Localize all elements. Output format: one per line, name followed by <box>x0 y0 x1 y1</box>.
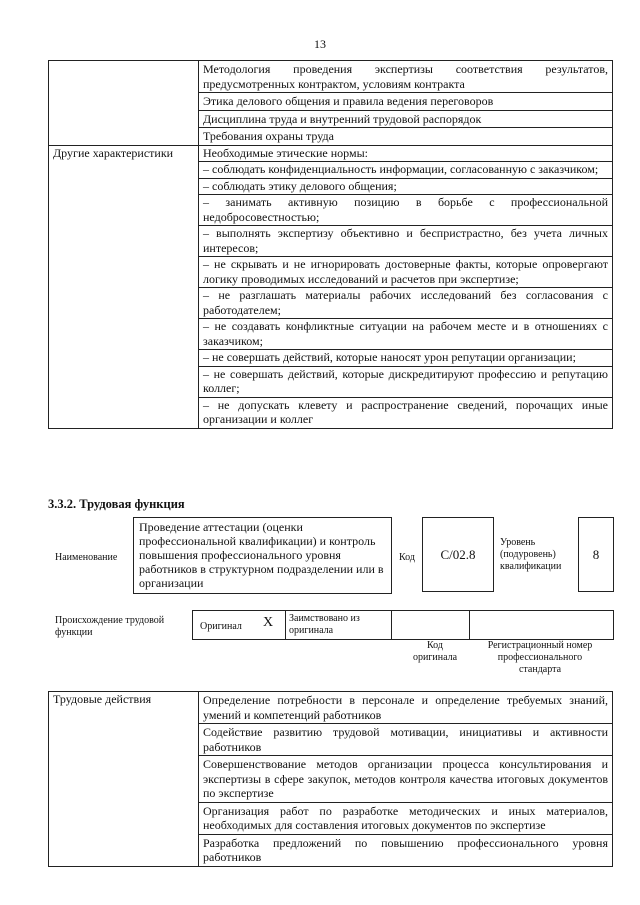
code-value-box: C/02.8 <box>422 517 494 592</box>
labor-actions-cell <box>199 692 613 867</box>
ethics-item: – не скрывать и не игнорировать достоверные факты, которые опровергают логику проводимых исследований и расчетов при экспертизе; <box>199 257 612 288</box>
ethics-item: – не допускать клевету и распространение сведений, порочащих иные организации и коллег <box>203 397 608 426</box>
level-label: Уровень (подуровень) квалификации <box>500 537 562 572</box>
level-value-box: 8 <box>578 517 614 592</box>
code-original-label: Код оригинала <box>412 640 458 663</box>
labor-action-item: Содействие развитию трудовой мотивации, инициативы и активности работников <box>199 724 612 756</box>
original-cell <box>193 611 286 639</box>
knowledge-item: Методология проведения экспертизы соответствия результатов, предусмотренных контрактом, условиям контракта <box>199 61 612 93</box>
ethics-item: – соблюдать конфиденциальность информации, согласованную с заказчиком; <box>199 162 612 179</box>
reg-number-cell <box>469 611 613 639</box>
other-characteristics-label: Другие характеристики <box>49 145 199 428</box>
code-label: Код <box>399 552 415 563</box>
ethics-item: – не разглашать материалы рабочих исследований без согласования с работодателем; <box>199 288 612 319</box>
original-mark: X <box>263 615 274 630</box>
knowledge-item: Дисциплина труда и внутренний трудовой распорядок <box>199 111 612 129</box>
reg-number-label: Регистрационный номер профессионального стандарта <box>487 640 593 675</box>
ethics-item: – соблюдать этику делового общения; <box>199 179 612 196</box>
ethics-item: – не совершать действий, которые дискредитируют профессию и репутацию коллег; <box>199 367 612 398</box>
origin-box <box>192 610 614 640</box>
code-original-cell <box>391 611 470 639</box>
knowledge-item: Этика делового общения и правила ведения переговоров <box>199 93 612 111</box>
labor-actions-table <box>48 691 613 867</box>
section-heading: 3.3.2. Трудовая функция <box>48 497 185 511</box>
labor-actions-label: Трудовые действия <box>49 692 199 867</box>
labor-action-item: Совершенствование методов организации процесса консультирования и экспертизы в сфере закупок, методов контроля качества итоговых документов по экспертизе <box>199 756 612 803</box>
ethics-item: – не совершать действий, которые наносят урон репутации организации; <box>199 350 612 367</box>
ethics-intro: Необходимые этические нормы: <box>199 146 612 163</box>
ethics-item: – выполнять экспертизу объективно и беспристрастно, без учета личных интересов; <box>199 226 612 257</box>
page-number: 13 <box>314 37 326 51</box>
ethics-item: – не создавать конфликтные ситуации на рабочем месте и в отношениях с заказчиком; <box>199 319 612 350</box>
original-label: Оригинал <box>200 621 242 632</box>
origin-label: Происхождение трудовой функции <box>55 615 165 638</box>
borrowed-label: Заимствовано из оригинала <box>289 613 360 636</box>
ethics-cell <box>199 145 613 428</box>
knowledge-cell <box>199 61 613 146</box>
requirements-table <box>48 60 613 429</box>
knowledge-item: Требования охраны труда <box>203 129 334 143</box>
ethics-item: – занимать активную позицию в борьбе с профессиональной недобросовестностью; <box>199 195 612 226</box>
function-name-box: Проведение аттестации (оценки профессиональной квалификации) и контроль повышения профессионального уровня работников в структурном подразделении или в организации <box>133 517 392 594</box>
labor-action-item: Разработка предложений по повышению профессионального уровня работников <box>203 835 608 864</box>
labor-action-item: Организация работ по разработке методических и иных материалов, необходимых для составления итоговых документов по экспертизе <box>199 803 612 835</box>
labor-action-item: Определение потребности в персонале и определение требуемых знаний, умений и компетенций работников <box>199 692 612 724</box>
name-label: Наименование <box>55 552 118 563</box>
empty-label-cell <box>49 61 199 146</box>
borrowed-cell <box>285 611 392 639</box>
